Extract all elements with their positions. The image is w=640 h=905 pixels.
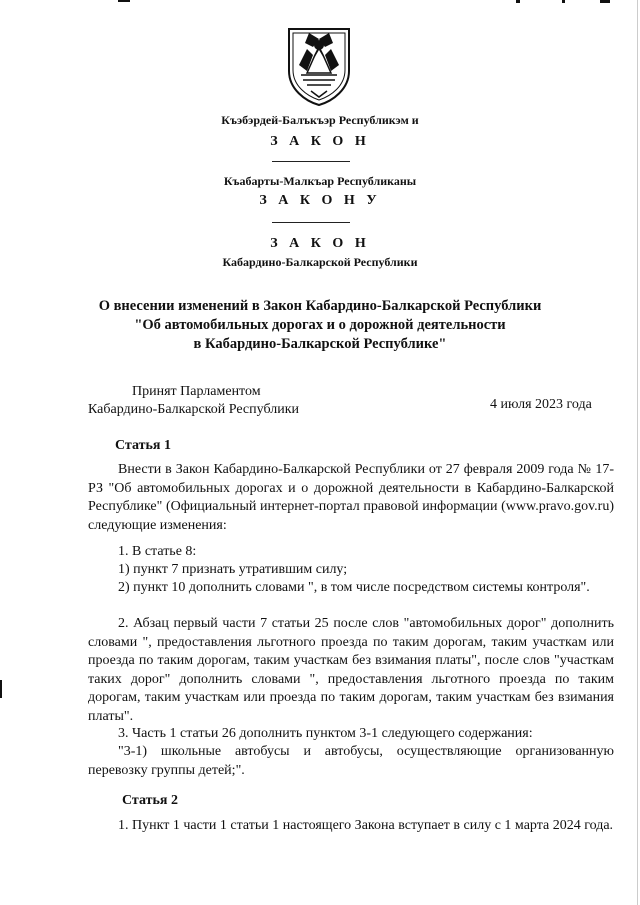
republic-name-balkar: Къабарты-Малкъар Республиканы xyxy=(223,174,417,188)
article-1-item-3: 3. Часть 1 статьи 26 дополнить пунктом 3-1 следующего содержания: xyxy=(118,726,533,741)
article-1-item-1: 1. В статье 8: xyxy=(118,544,197,559)
adoption-date: 4 июля 2023 года xyxy=(490,397,592,412)
article-1-item-3-text: "3-1) школьные автобусы и автобусы, осуществляющие организованную перевозку группы детей;". xyxy=(88,744,614,778)
scan-artifact-left-mark xyxy=(0,680,2,698)
adopted-by-line-2: Кабардино-Балкарской Республики xyxy=(88,402,299,417)
law-word-russian: З А К О Н xyxy=(270,236,370,251)
scan-artifact-top-right-1 xyxy=(516,0,520,3)
republic-name-kabardian: Къэбэрдей-Балъкъэр Республикэм и xyxy=(221,113,419,127)
law-title-line-3: в Кабардино-Балкарской Республике" xyxy=(193,336,447,352)
scan-artifact-top-left xyxy=(118,0,130,2)
adopted-by-line-1: Принят Парламентом xyxy=(132,384,261,399)
coat-of-arms-icon xyxy=(285,25,353,107)
law-title-line-1: О внесении изменений в Закон Кабардино-Балкарской Республики xyxy=(98,298,542,314)
scan-artifact-top-right-2 xyxy=(562,0,565,3)
article-1-heading: Статья 1 xyxy=(115,438,171,453)
article-1-item-1-1: 1) пункт 7 признать утратившим силу; xyxy=(118,562,348,577)
law-title-line-2: "Об автомобильных дорогах и о дорожной деятельности xyxy=(134,317,506,333)
divider-2 xyxy=(272,222,350,223)
scan-artifact-top-right-3 xyxy=(600,0,610,3)
republic-name-russian: Кабардино-Балкарской Республики xyxy=(222,255,418,269)
law-word-kabardian: З А К О Н xyxy=(270,134,370,149)
article-1-item-1-2: 2) пункт 10 дополнить словами ", в том числе посредством системы контроля". xyxy=(118,580,590,595)
article-1-intro: Внести в Закон Кабардино-Балкарской Республики от 27 февраля 2009 года № 17-РЗ "Об автомобильных дорогах и о дорожной деятельности в Кабардино-Балкарской Республике" (Официальный интернет-портал правовой информации (www.pravo.gov.ru) следующие изменения: xyxy=(88,462,614,533)
article-2-item-1: 1. Пункт 1 части 1 статьи 1 настоящего Закона вступает в силу с 1 марта 2024 года. xyxy=(118,818,614,833)
divider-1 xyxy=(272,161,350,162)
article-1-item-2: 2. Абзац первый части 7 статьи 25 после слов "автомобильных дорог" дополнить словами ", предоставления льготного проезда по таким дорогам, таким участкам или проезда по таким дорогам, таким участкам без взимания платы", после слов "участкам таких дорог" дополнить словами ", предоставления льготного проезда по таким дорогам, таким участкам или проезда по таким дорогам, таким участкам без взимания платы". xyxy=(88,616,614,724)
law-word-balkar: З А К О Н У xyxy=(259,193,381,208)
article-2-heading: Статья 2 xyxy=(122,793,178,808)
